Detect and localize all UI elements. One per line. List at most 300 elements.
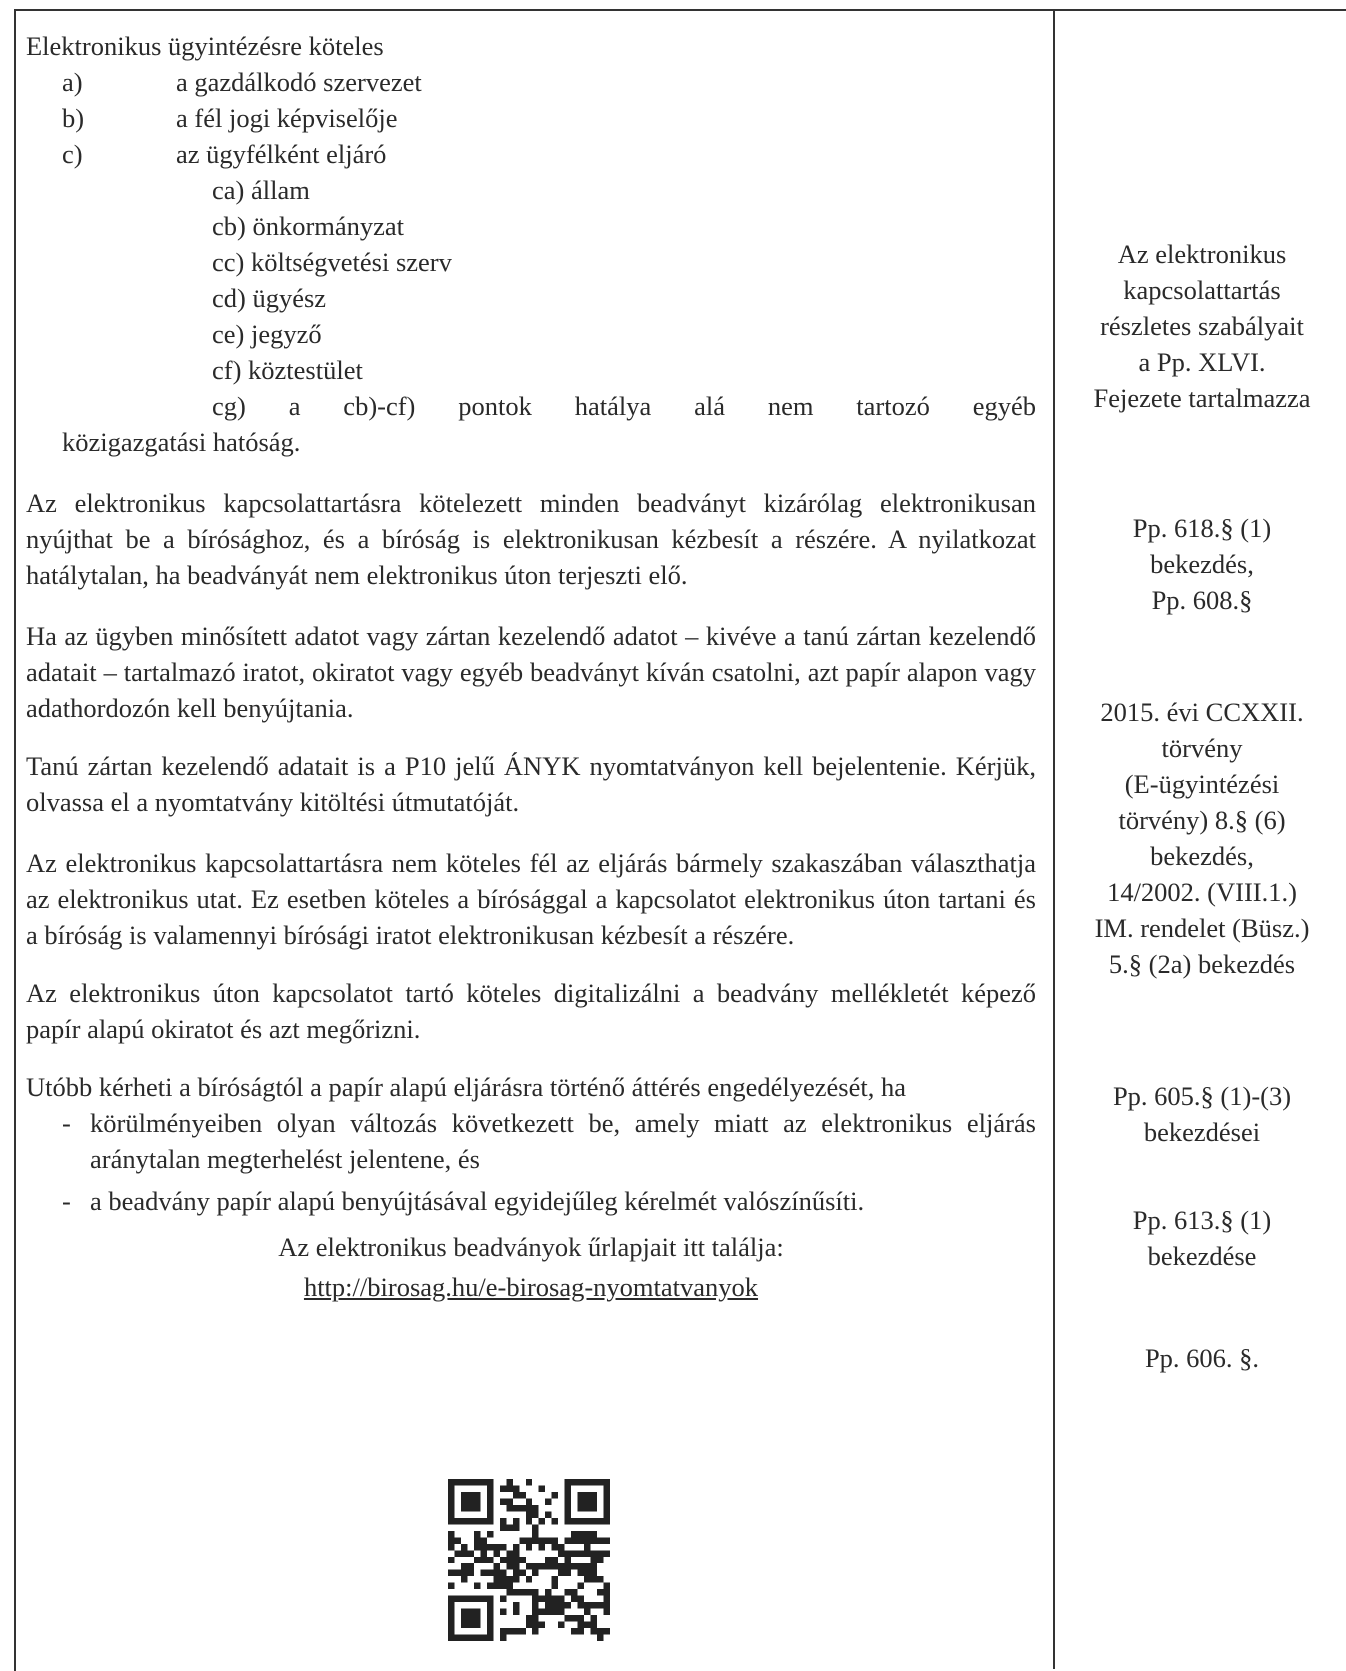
qr-module (500, 1609, 506, 1615)
qr-module (448, 1537, 454, 1543)
qr-module (461, 1563, 467, 1569)
qr-module (591, 1492, 597, 1498)
qr-module (500, 1628, 506, 1634)
qr-module (474, 1635, 480, 1641)
qr-module (532, 1570, 538, 1576)
qr-module (604, 1485, 610, 1491)
qr-module (448, 1531, 454, 1537)
qr-module (454, 1518, 460, 1524)
qr-module (565, 1602, 571, 1608)
qr-module (532, 1628, 538, 1634)
qr-module (454, 1537, 460, 1543)
bullet-text: a beadvány papír alapú benyújtásával egyidejűleg kérelmét valószínűsíti. (90, 1186, 865, 1216)
sublist-item: cd) ügyész (212, 283, 327, 313)
qr-module (454, 1479, 460, 1485)
bullet-marker: - (62, 1108, 71, 1138)
qr-module (578, 1518, 584, 1524)
list-text: a gazdálkodó szervezet (176, 67, 422, 97)
qr-module (604, 1511, 610, 1517)
qr-module (467, 1609, 473, 1615)
qr-module (584, 1498, 590, 1504)
qr-module (565, 1563, 571, 1569)
qr-module (448, 1557, 454, 1563)
qr-module (571, 1518, 577, 1524)
qr-module (506, 1550, 512, 1556)
qr-module (578, 1628, 584, 1634)
qr-module (519, 1537, 525, 1543)
qr-module (448, 1544, 454, 1550)
qr-module (513, 1492, 519, 1498)
qr-module (604, 1602, 610, 1608)
qr-module (578, 1570, 584, 1576)
qr-module (578, 1596, 584, 1602)
qr-module (500, 1583, 506, 1589)
qr-module (545, 1498, 551, 1504)
qr-module (461, 1498, 467, 1504)
qr-module (448, 1609, 454, 1615)
qr-module (448, 1622, 454, 1628)
qr-module (545, 1511, 551, 1517)
qr-module (487, 1609, 493, 1615)
qr-module (565, 1550, 571, 1556)
side-line: bekezdés, (1150, 841, 1254, 871)
qr-module (519, 1628, 525, 1634)
qr-module (604, 1479, 610, 1485)
qr-module (571, 1537, 577, 1543)
qr-module (591, 1622, 597, 1628)
qr-module (513, 1485, 519, 1491)
qr-module (526, 1615, 532, 1621)
qr-code[interactable] (448, 1479, 610, 1641)
qr-module (604, 1537, 610, 1543)
qr-module (565, 1518, 571, 1524)
qr-module (506, 1498, 512, 1504)
qr-module (552, 1602, 558, 1608)
qr-module (500, 1557, 506, 1563)
qr-module (448, 1485, 454, 1491)
qr-module (526, 1518, 532, 1524)
bullet-text: körülményeiben olyan változás következett be, amely miatt az elektronikus eljárás aránytalan megterhelést jelentene, és (90, 1108, 1036, 1174)
qr-module (500, 1524, 506, 1530)
qr-module (474, 1498, 480, 1504)
qr-module (565, 1492, 571, 1498)
qr-module (474, 1544, 480, 1550)
qr-module (532, 1622, 538, 1628)
list-item (26, 100, 1036, 136)
qr-module (493, 1576, 499, 1582)
qr-module (513, 1576, 519, 1582)
qr-module (565, 1589, 571, 1595)
qr-module (448, 1570, 454, 1576)
qr-module (604, 1583, 610, 1589)
qr-module (539, 1485, 545, 1491)
qr-module (461, 1570, 467, 1576)
qr-module (461, 1635, 467, 1641)
qr-module (506, 1628, 512, 1634)
qr-module (604, 1550, 610, 1556)
qr-module (461, 1550, 467, 1556)
qr-module (565, 1479, 571, 1485)
qr-module (532, 1524, 538, 1530)
side-line: (E-ügyintézési (1124, 769, 1280, 799)
side-line: Fejezete tartalmazza (1093, 383, 1311, 413)
side-line: IM. rendelet (Büsz.) (1094, 913, 1310, 943)
qr-module (487, 1492, 493, 1498)
qr-module (552, 1537, 558, 1543)
side-line: kapcsolattartás (1123, 275, 1281, 305)
qr-module (571, 1531, 577, 1537)
qr-module (467, 1615, 473, 1621)
qr-module (591, 1537, 597, 1543)
qr-module (500, 1498, 506, 1504)
qr-module (591, 1557, 597, 1563)
qr-module (474, 1622, 480, 1628)
qr-module (539, 1609, 545, 1615)
qr-module (532, 1537, 538, 1543)
qr-module (519, 1492, 525, 1498)
qr-module (448, 1583, 454, 1589)
qr-module (539, 1622, 545, 1628)
qr-module (487, 1615, 493, 1621)
qr-module (571, 1596, 577, 1602)
qr-module (519, 1570, 525, 1576)
qr-module (493, 1550, 499, 1556)
qr-module (448, 1615, 454, 1621)
qr-module (467, 1492, 473, 1498)
qr-module (448, 1635, 454, 1641)
qr-module (552, 1563, 558, 1569)
qr-module (604, 1492, 610, 1498)
side-line: 14/2002. (VIII.1.) (1107, 877, 1297, 907)
qr-module (532, 1563, 538, 1569)
qr-module (532, 1589, 538, 1595)
qr-module (448, 1628, 454, 1634)
qr-module (467, 1518, 473, 1524)
qr-module (487, 1531, 493, 1537)
qr-module (487, 1628, 493, 1634)
qr-module (467, 1622, 473, 1628)
qr-module (591, 1550, 597, 1556)
qr-module (487, 1518, 493, 1524)
sublist-item: cc) költségvetési szerv (212, 247, 452, 277)
qr-module (578, 1505, 584, 1511)
qr-module (571, 1589, 577, 1595)
qr-module (513, 1602, 519, 1608)
qr-module (565, 1615, 571, 1621)
qr-module (591, 1628, 597, 1634)
side-line: törvény) 8.§ (6) (1118, 805, 1286, 835)
qr-module (584, 1518, 590, 1524)
qr-module (487, 1505, 493, 1511)
qr-module (565, 1511, 571, 1517)
qr-module (552, 1609, 558, 1615)
qr-module (565, 1485, 571, 1491)
qr-module (532, 1505, 538, 1511)
qr-module (448, 1498, 454, 1504)
qr-module (584, 1622, 590, 1628)
qr-module (474, 1609, 480, 1615)
qr-module (467, 1505, 473, 1511)
qr-module (513, 1518, 519, 1524)
qr-module (558, 1544, 564, 1550)
qr-module (565, 1537, 571, 1543)
qr-module (480, 1550, 486, 1556)
qr-module (558, 1570, 564, 1576)
qr-module (571, 1615, 577, 1621)
qr-module (597, 1479, 603, 1485)
qr-module (526, 1498, 532, 1504)
qr-module (539, 1544, 545, 1550)
qr-module (584, 1609, 590, 1615)
qr-module (597, 1628, 603, 1634)
qr-module (500, 1485, 506, 1491)
qr-module (448, 1518, 454, 1524)
list-label: a) (62, 67, 83, 97)
qr-module (467, 1635, 473, 1641)
side-line: bekezdése (1147, 1241, 1257, 1271)
qr-module (461, 1576, 467, 1582)
qr-module (604, 1589, 610, 1595)
side-line: Pp. 606. §. (1144, 1343, 1260, 1373)
qr-module (597, 1537, 603, 1543)
qr-module (448, 1602, 454, 1608)
qr-module (578, 1492, 584, 1498)
qr-module (578, 1583, 584, 1589)
qr-module (526, 1563, 532, 1569)
list-label: b) (62, 103, 85, 133)
side-line: Pp. 608.§ (1151, 585, 1253, 615)
qr-module (591, 1518, 597, 1524)
side-line: részletes szabályait (1100, 311, 1304, 341)
qr-module (526, 1622, 532, 1628)
qr-module (545, 1589, 551, 1595)
qr-module (474, 1505, 480, 1511)
qr-module (500, 1576, 506, 1582)
qr-module (454, 1635, 460, 1641)
qr-module (558, 1550, 564, 1556)
qr-module (545, 1563, 551, 1569)
qr-module (604, 1518, 610, 1524)
qr-module (545, 1602, 551, 1608)
qr-module (597, 1576, 603, 1582)
main-column (26, 28, 1036, 1305)
qr-module (448, 1479, 454, 1485)
qr-module (461, 1505, 467, 1511)
column-divider (1053, 9, 1055, 1669)
paragraph-2: Ha az ügyben minősített adatot vagy zártan kezelendő adatot – kivéve a tanú zártan kezelendő adatait – tartalmazó iratot, okiratot vagy egyéb beadványt kíván csatolni, azt papír alapon vagy adathordozón kell benyújtania. (26, 621, 1036, 723)
side-line: 2015. évi CCXXII. (1100, 697, 1304, 727)
qr-module (604, 1505, 610, 1511)
bullet-marker: - (62, 1186, 71, 1216)
sublist-item: cf) köztestület (212, 355, 363, 385)
qr-module (526, 1537, 532, 1543)
qr-module (584, 1505, 590, 1511)
qr-module (500, 1635, 506, 1641)
paragraph-4: Az elektronikus kapcsolattartásra nem köteles fél az eljárás bármely szakaszában választhatja az elektronikus utat. Ez esetben köteles a bírósággal a kapcsolatot elektronikus úton tartani és a bíróság is valamennyi bírósági iratot elektronikusan kézbesít a részére. (26, 848, 1036, 950)
qr-module (591, 1479, 597, 1485)
forms-link[interactable]: http://birosag.hu/e-birosag-nyomtatvanyok (303, 1272, 759, 1302)
qr-module (461, 1544, 467, 1550)
qr-module (539, 1537, 545, 1543)
qr-module (487, 1479, 493, 1485)
qr-module (487, 1635, 493, 1641)
qr-module (487, 1596, 493, 1602)
qr-module (604, 1609, 610, 1615)
qr-module (519, 1505, 525, 1511)
qr-module (500, 1570, 506, 1576)
qr-module (461, 1479, 467, 1485)
qr-module (584, 1492, 590, 1498)
qr-module (597, 1602, 603, 1608)
qr-module (461, 1615, 467, 1621)
qr-module (578, 1537, 584, 1543)
qr-module (461, 1622, 467, 1628)
qr-module (448, 1596, 454, 1602)
qr-module (506, 1479, 512, 1485)
qr-module (454, 1596, 460, 1602)
qr-module (545, 1609, 551, 1615)
qr-module (591, 1563, 597, 1569)
qr-module (532, 1596, 538, 1602)
qr-module (584, 1531, 590, 1537)
side-line: Pp. 613.§ (1) (1132, 1205, 1272, 1235)
sublist-item: cb) önkormányzat (212, 211, 405, 241)
qr-module (506, 1485, 512, 1491)
qr-module (487, 1485, 493, 1491)
qr-module (506, 1505, 512, 1511)
qr-module (591, 1531, 597, 1537)
qr-module (578, 1563, 584, 1569)
qr-module (506, 1557, 512, 1563)
qr-module (474, 1537, 480, 1543)
qr-module (506, 1576, 512, 1582)
qr-module (558, 1622, 564, 1628)
side-note-5 (1068, 1202, 1336, 1274)
qr-module (604, 1628, 610, 1634)
qr-module (461, 1596, 467, 1602)
qr-module (487, 1583, 493, 1589)
qr-module (480, 1570, 486, 1576)
qr-module (474, 1615, 480, 1621)
qr-module (565, 1570, 571, 1576)
qr-module (461, 1492, 467, 1498)
qr-module (584, 1602, 590, 1608)
qr-module (571, 1628, 577, 1634)
qr-module (448, 1505, 454, 1511)
qr-module (513, 1609, 519, 1615)
qr-module (539, 1518, 545, 1524)
qr-module (467, 1563, 473, 1569)
qr-module (487, 1557, 493, 1563)
qr-module (591, 1570, 597, 1576)
qr-module (545, 1537, 551, 1543)
qr-module (584, 1563, 590, 1569)
qr-module (591, 1505, 597, 1511)
qr-module (584, 1550, 590, 1556)
forms-text: Az elektronikus beadványok űrlapjait itt találja: (278, 1232, 784, 1262)
qr-module (467, 1498, 473, 1504)
qr-module (480, 1557, 486, 1563)
qr-module (558, 1602, 564, 1608)
qr-module (532, 1615, 538, 1621)
list-label: c) (62, 139, 83, 169)
qr-module (552, 1544, 558, 1550)
qr-module (474, 1583, 480, 1589)
qr-module (578, 1615, 584, 1621)
qr-module (591, 1576, 597, 1582)
side-note-1 (1068, 236, 1336, 416)
qr-module (578, 1622, 584, 1628)
qr-module (513, 1505, 519, 1511)
qr-module (584, 1479, 590, 1485)
sublist-item: ce) jegyző (212, 319, 322, 349)
qr-module (454, 1570, 460, 1576)
paragraph-1: Az elektronikus kapcsolattartásra kötelezett minden beadványt kizárólag elektronikusan nyújthat be a bírósághoz, és a bíróság is elektronikusan kézbesít a részére. A nyilatkozat hatálytalan, ha beadványát nem elektronikus úton terjeszti elő. (26, 488, 1036, 590)
qr-module (513, 1628, 519, 1634)
paragraph-5: Az elektronikus úton kapcsolatot tartó köteles digitalizálni a beadvány mellékletét képező papír alapú okiratot és azt megőrizni. (26, 978, 1036, 1044)
qr-module (552, 1596, 558, 1602)
heading: Elektronikus ügyintézésre köteles (26, 31, 384, 61)
qr-module (467, 1570, 473, 1576)
qr-module (500, 1596, 506, 1602)
qr-module (526, 1505, 532, 1511)
qr-module (493, 1563, 499, 1569)
qr-module (604, 1596, 610, 1602)
qr-module (558, 1609, 564, 1615)
qr-module (513, 1550, 519, 1556)
qr-module (591, 1615, 597, 1621)
qr-module (480, 1518, 486, 1524)
qr-module (552, 1576, 558, 1582)
qr-module (578, 1479, 584, 1485)
qr-module (519, 1557, 525, 1563)
qr-module (474, 1557, 480, 1563)
side-line: 5.§ (2a) bekezdés (1108, 949, 1296, 979)
qr-module (565, 1498, 571, 1504)
qr-module (584, 1576, 590, 1582)
qr-module (513, 1570, 519, 1576)
qr-module (480, 1635, 486, 1641)
qr-module (474, 1492, 480, 1498)
qr-module (474, 1518, 480, 1524)
qr-module (474, 1531, 480, 1537)
bullet-item (26, 1183, 1036, 1219)
qr-module (558, 1596, 564, 1602)
qr-module (552, 1518, 558, 1524)
qr-module (480, 1596, 486, 1602)
qr-module (500, 1518, 506, 1524)
qr-module (513, 1557, 519, 1563)
qr-module (565, 1505, 571, 1511)
qr-module (578, 1602, 584, 1608)
side-note-6 (1068, 1340, 1336, 1376)
qr-module (487, 1511, 493, 1517)
qr-module (571, 1479, 577, 1485)
qr-module (558, 1563, 564, 1569)
qr-module (591, 1602, 597, 1608)
qr-module (487, 1498, 493, 1504)
qr-module (487, 1622, 493, 1628)
qr-module (467, 1550, 473, 1556)
qr-module (578, 1531, 584, 1537)
qr-module (578, 1498, 584, 1504)
list-item (26, 64, 1036, 100)
qr-module (578, 1550, 584, 1556)
qr-module (480, 1537, 486, 1543)
sublist-item: ca) állam (212, 175, 310, 205)
side-line: törvény (1161, 733, 1243, 763)
qr-module (467, 1479, 473, 1485)
